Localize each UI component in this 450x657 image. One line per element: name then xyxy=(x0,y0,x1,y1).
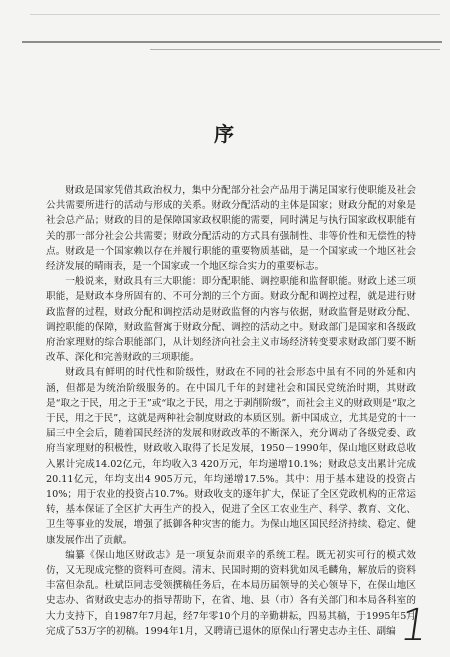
header-rule xyxy=(22,41,442,43)
paragraph: 财政是国家凭借其政治权力，集中分配部分社会产品用于满足国家行使职能及社会公共需要所进行的活动与形成的关系。财政分配活动的主体是国家；财政分配的对象是社会总产品；财政的目的是保障国家政权职能的需要，同时满足与执行国家政权职能有关的那一部分社会公共需要；财政分配活动的方式具有强制性、非等价性和无偿性的特点。财政是一个国家赖以存在并履行职能的重要物质基础，是一个国家或一个地区社会经济发展的晴雨表，是一个国家或一个地区综合实力的重要标志。 xyxy=(46,185,416,273)
page-title: 序 xyxy=(214,122,236,146)
header-rule-secondary xyxy=(150,49,440,50)
body-text xyxy=(46,183,416,639)
paragraph: 一般说来，财政具有三大职能：即分配职能、调控职能和监督职能。财政上述三项职能，是财政本身所固有的、不可分割的三个方面。财政分配和调控过程，就是进行财政监督的过程，财政分配和调控活动是财政监督的内容与依据，财政监督是财政分配、调控职能的保障，财政监督寓于财政分配、调控的活动之中。财政部门是国家和各级政府治家理财的综合职能部门，从计划经济向社会主义市场经济转变要求财政部门要不断改革、深化和完善财政的三项职能。 xyxy=(46,276,416,364)
page-edge-line xyxy=(30,14,440,15)
paragraph: 编纂《保山地区财政志》是一项复杂而艰辛的系统工程。既无初实可行的模式效仿，又无现成完整的资料可查阅。清末、民国时期的资料犹如凤毛麟角，解放后的资料丰富但杂乱。杜斌臣同志受领撰稿任务后，在本局历届领导的关心领导下，在保山地区史志办、省财政史志办的指导帮助下，在省、地、县（市）各有关部门和本局各科室的大力支持下，自1987年7月起，经7年零10个月的辛勤耕耘，四易其稿，于1995年5月完成了53万字的初稿。1994年1月，又聘请已退休的原保山行署史志办主任、副编 xyxy=(46,549,416,637)
page-number: 1 xyxy=(396,600,432,651)
paragraph: 财政具有鲜明的时代性和阶级性，财政在不同的社会形态中虽有不同的外延和内涵，但都是为统治阶级服务的。在中国几千年的封建社会和国民党统治时期，其财政是“取之于民，用之于王”或“取之于民，用之于剥削阶级”，而社会主义的财政则是“取之于民，用之于民”，这就是两种社会制度财政的本质区别。新中国成立，尤其是党的十一届三中全会后，随着国民经济的发展和财政改革的不断深入，充分调动了各级党委、政府当家理财的积极性，财政收入取得了长足发展，1950－1990年，保山地区财政总收入累计完成14.02亿元，年均收入3 420万元，年均递增10.1%；财政总支出累计完成20.11亿元，年均支出4 905万元，年均递增17.5%。其中：用于基本建设的投资占10%；用于农业的投资占10.7%。财政收支的逐年扩大，保证了全区党政机构的正常运转，基本保证了全区扩大再生产的投入，促进了全区工农业生产、科学、教育、文化、卫生等事业的发展，增强了抵御各种灾害的能力。为保山地区国民经济持续、稳定、健康发展作出了贡献。 xyxy=(46,367,416,546)
